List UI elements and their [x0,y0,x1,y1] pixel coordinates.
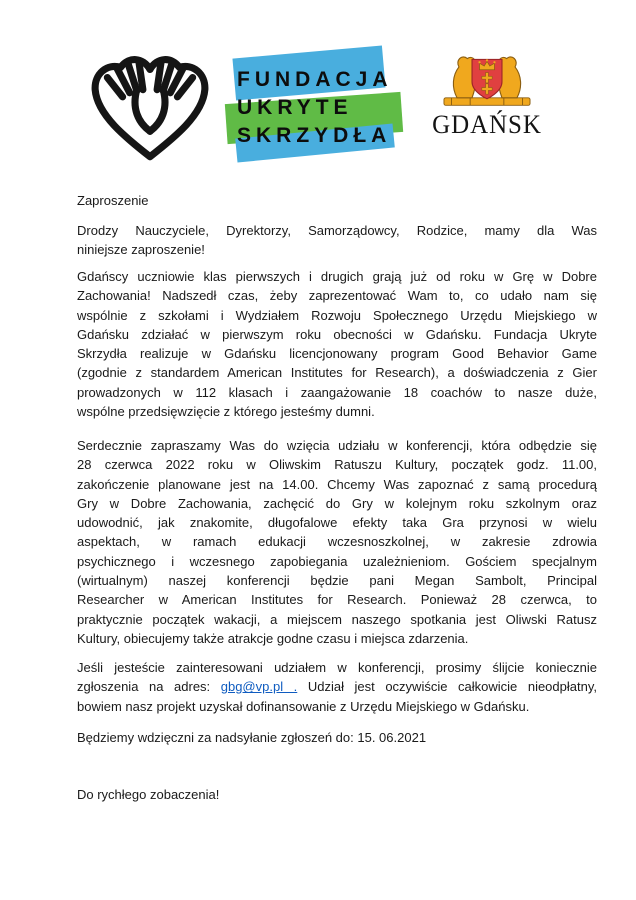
text-line: Do rychłego zobaczenia! [77,787,220,802]
paragraph-registration [77,658,597,716]
text-line: wspólne przedsięwzięcie z którego jesteśmy dumni. [77,404,375,420]
paragraph-greeting [77,221,597,260]
paragraph-deadline [77,728,597,747]
foundation-name-line1: FUNDACJA [237,68,393,91]
foundation-wordmark-logo [222,45,404,177]
gdansk-coat-of-arms-icon [424,52,550,110]
text-line: zakończenie planowane jest na 14.00. Chcemy Was zapoznać z samą procedurą [77,476,597,492]
text-line: Gdańsku zdziałać w pierwszym roku obecności w Gdańsku. Fundacja Ukryte [77,326,597,342]
gdansk-city-name: GDAŃSK [432,110,542,139]
text-line: aspektach, w ramach edukacji wczesnoszkolnej, w zakresie zdrowia [77,534,597,550]
text-line: Gdańscy uczniowie klas pierwszych i drugich grają już od roku w Grę w Dobre [77,269,597,284]
paragraph-conference-invitation [77,436,597,648]
registration-text-after-email: Udział jest oczywiście całkowicie nieodpłatny, [297,679,597,695]
text-line: prowadzonych w 112 klasach i zaangażowanie 18 coachów to nasze duże, [77,384,597,400]
foundation-hands-logo [84,48,216,170]
text-line: Researcher w American Institutes for Research. Ponieważ 28 czerwca, to [77,592,597,608]
text-line: Zaproszenie [77,193,149,208]
text-line: Będziemy wdzięczni za nadsyłanie zgłoszeń do: 15. 06.2021 [77,730,427,745]
letter-title [77,191,597,210]
paragraph-program-summary [77,267,597,421]
text-line: 28 czerwca 2022 roku w Oliwskim Ratuszu Kultury, początek godz. 11.00, [77,457,597,473]
text-line: (wirtualnym) naszej konferencji będzie pani Megan Sambolt, Principal [77,573,597,589]
text-line: praktycznie początek wakacji, a miejscem naszego spotkania jest Oliwski Ratusz [77,611,597,627]
email-link[interactable]: gbg@vp.pl . [220,679,298,695]
text-line [77,677,597,696]
text-line: Serdecznie zapraszamy Was do wzięcia udziału w konferencji, która odbędzie się [77,438,597,453]
text-line: Kultury, obiecujemy także atrakcje godne czasu i miejsca zdarzenia. [77,630,469,646]
text-line: Gry w Dobre Zachowania, zachęcić do Gry w kolejnym roku szkolnym oraz [77,495,597,511]
gdansk-city-logo [424,52,550,148]
hands-heart-icon [84,157,216,174]
text-line: Drodzy Nauczyciele, Dyrektorzy, Samorządowcy, Rodzice, mamy dla Was [77,223,597,238]
text-line: psychicznego i wczesnego zapobiegania uzależnieniom. Gościem specjalnym [77,553,597,569]
foundation-name-line3: SKRZYDŁA [237,124,392,147]
text-line: (zgodnie z standardem American Institutes for Research), a doświadczenia z Gier [77,365,597,381]
paragraph-closing [77,785,597,804]
text-line: Jeśli jesteście zainteresowani udziałem w konferencji, prosimy ślijcie koniecznie [77,660,597,675]
text-line: bowiem nasz projekt uzyskał dofinansowanie z Urzędu Miejskiego w Gdańsku. [77,698,530,714]
foundation-name-line2: UKRYTE [237,96,353,119]
text-line: Skrzydła realizuje w Gdańsku licencjonowany program Good Behavior Game [77,346,597,362]
text-line: udowodnić, jak znakomite, długofalowe efekty taka Gra przynosi w wielu [77,515,597,531]
registration-text-before-email: zgłoszenia na adres: [77,679,221,695]
text-line: niniejsze zaproszenie! [77,242,205,258]
text-line: Zachowania! Nadszedł czas, żeby zaprezentować Wam to, co udało nam się [77,288,597,304]
text-line: wspólnie z szkołami i Wydziałem Rozwoju Społecznego Urzędu Miejskiego w [77,307,597,323]
